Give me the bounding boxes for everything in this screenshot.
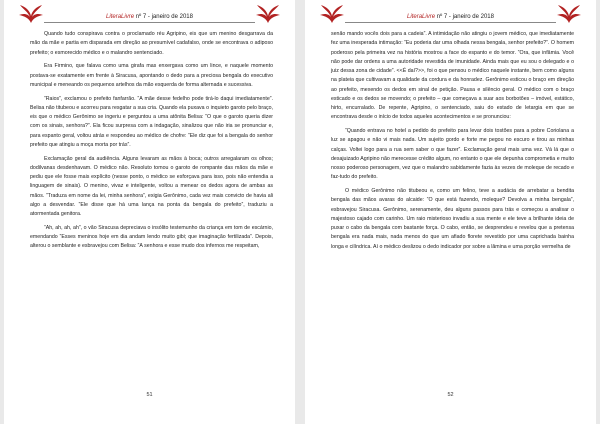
paragraph: Quando tudo conspirava contra o proclamado réu Agripino, eis que um menino desgarrava da mão da mãe e partia em disparada em direção ao presumível cadafalso, onde se encontrava o adiposo prefeito; o esmorecido médico e o malandro sentenciado.: [30, 31, 273, 56]
body-text: [331, 30, 574, 256]
phoenix-logo-icon: [18, 3, 44, 25]
left-page: [4, 0, 295, 424]
paragraph: “Ah, ah, ah, ah”, o vão Siracusa depreciava o insólito testemunho da criança em tom de escárnio, emendando “Esses meninos hoje em dia andam lendo muito gibi; que imaginação fertilizada”. Depois, alterou o semblante e esbravejou com Belisa: “A senhora e esse mudo dos infernos me respeitam,: [30, 224, 273, 250]
paragraph: senão mando vocês dois para a cadeia”. A intimidação não atingiu o jovem médico, que imediatamente fez uma inesperada intimação: “Eu poderia dar uma olhada nessa bengala, senhor prefeito?”. O homem poderoso pela primeira vez na história mostrou a face do espanto e do temor. “Ora, que infâmia. Você não pode dar ordens a uma autoridade revestida de imunidade. Ainda mais que eu sou o delegado e o juiz dessa zona de cidade”. <<É daí?>>, foi o que pensou o médico naquele instante, bem como alguns na plateia que cultivavam a qualidade da cordura e da honradez. Gerônimo esticou o braço em direção ao prefeito, mexendo os dedos em sinal de petição. Pausa e silêncio geral. O médico com o braço esticado e os dedos se movendo; o prefeito – que começava a suar aos borbotões – imóvel, estático, hirto, encurralado. De repente, Agripino, o sentenciado, saiu do estado de letargia em que se encontrava desde o início de todos aqueles acontecimentos e se pronunciou:: [331, 31, 574, 121]
paragraph: Era Firmino, que falava como uma girafa mas enxergava como um lince, e naquele momento postava-se exatamente em frente à Siracusa, apontando o dedo para a preciosa bengala do executivo municipal e meneando os pequenos artelhos da mão esquerda de forma alternada e sucessiva.: [30, 63, 273, 88]
phoenix-logo-icon: [319, 3, 345, 25]
header-divider: [44, 22, 255, 23]
phoenix-logo-icon: [255, 3, 281, 25]
paragraph: O médico Gerônimo não titubeou e, como um felino, teve a audácia de arrebatar a bendita bengala das mãos avaras do alcaide: “O que está fazendo, moleque? Devolva a minha bengala”, esbravejou Siracusa. Gerônimo, serenamente, deu alguns passos para trás e começou a analisar o majestoso cajado com carinho. Um raio misterioso invadiu a sua mente e ele teve a brilhante ideia de puxar o cabo da bengala com bastante força. O cabo, então, se desprendeu e revelou que a pretensa bengala era nada mais, nada menos do que um afiado florete revestido por uma caprichada bainha longa e cilíndrica. Aí o médico deslizou o dedo indicador por sobre a lâmina e uma porção vermelha de: [331, 188, 574, 250]
right-page: [305, 0, 596, 424]
issue-label: nº 7 - janeiro de 2018: [436, 14, 494, 20]
body-text: [30, 30, 273, 256]
page-header: [64, 14, 235, 20]
page-number: 51: [146, 392, 153, 398]
paragraph: Exclamação geral da audiência. Alguns levaram as mãos à boca; outros arregalaram os olhos; dodilvanas desdenhavam. O médico não. Resoluto tomou o garoto de rompante das mãos da mãe e pediu que ele fosse mais explícito (nesse ponto, o médico se esforçava para isso, pois não entendia a linguagem de sinais). O menino, vivaz e inteligente, voltou a menear os dedos agora de ambas as mãos. “Traduza em nome da lei, minha senhora”, exigia Gerônimo, cada vez mais convicto de havia ali algo a desvendar. “Ele disse que há uma lança na ponta da bengala do prefeito”, traduziu a atormentada genitora.: [30, 155, 273, 217]
page-header: [365, 14, 536, 20]
header-divider: [345, 22, 556, 23]
publication-name: LiteraLivre: [106, 14, 135, 20]
paragraph: “Quando entrava no hotel a pedido do prefeito para levar dois tostões para a pobre Coriolana a luz se apagou e não vi mais nada. Um sujeito gordo e forte me pegou no escuro e tirou as minhas calças. Voltei logo para a rua sem saber o que fazer”. Exclamação geral mais uma vez. Vá lá que o desajuizado Agripino não merecesse crédito algum, no entanto o que ele depunha comprometia e muito nosso poderoso personagem, vez que o malandro sabidamente fazia às vezes de moleque de recado e faz-tudo do prefeito.: [331, 128, 574, 181]
publication-name: LiteraLivre: [407, 14, 436, 20]
paragraph: “Raios”, exclamou o prefeito fanfarrão. “A mãe desse fedelho pode tirá-lo daqui imediatamente”. Belisa não titubeou e acorreu para resgatar a sua cria. Quando ela puxava o inquieto garoto pelo braço, eis que o médico Gerônimo se ingeriu e perguntou a uma atônita Belisa: “O que o garoto queria dizer com os sinais, senhora?”. Ela ficou surpresa com a indagação, sinalizou que não iria se pronunciar e, para espanto geral, voltou atrás e respondeu ao médico de chofre: “Ele diz que foi a bengala do senhor prefeito que atingiu a moça morta por trás”.: [30, 95, 273, 148]
issue-label: nº 7 - janeiro de 2018: [135, 14, 193, 20]
page-number: 52: [447, 392, 454, 398]
phoenix-logo-icon: [556, 3, 582, 25]
